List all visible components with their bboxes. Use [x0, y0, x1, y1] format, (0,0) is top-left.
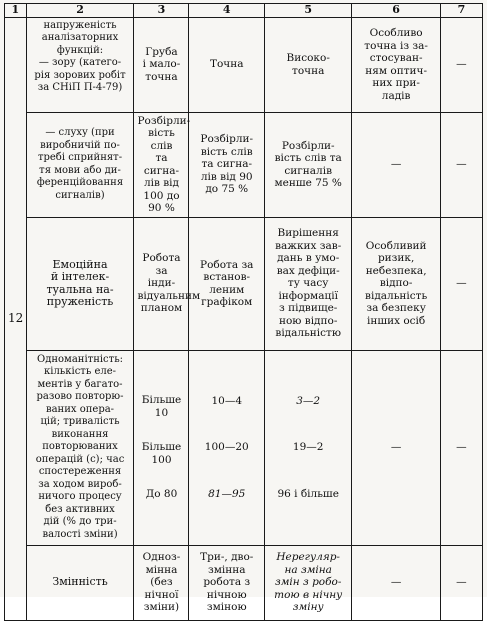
- criterion-hearing: — слуху (при виробничій по- требі сприйнят- тя мови або ди- ференційовання сигналів): [26, 112, 134, 217]
- monotony-category-6: —: [352, 350, 440, 545]
- criterion-emotional: Емоційна й інтелек- туальна на- пруженість: [26, 217, 134, 350]
- column-number-2: 2: [26, 4, 134, 18]
- monotony-c5-observation: 96 і більше: [277, 487, 339, 500]
- column-number-4: 4: [189, 4, 265, 18]
- monotony-c4-duration: 100—20: [204, 441, 249, 454]
- emotional-category-5: Вирішення важких зав- дань в умо- вах дефіци- ту часу інформації з підвище- ною відпо- відальністю: [265, 217, 352, 350]
- group-number-cell: 12: [5, 17, 27, 620]
- emotional-category-6: Особливий ризик, небезпека, відпо- відальність за безпеку інших осіб: [352, 217, 440, 350]
- hearing-category-4: Розбірли- вість слів та сигна- лів від 90 до 75 %: [189, 112, 265, 217]
- column-number-3: 3: [134, 4, 189, 18]
- vision-category-4: Точна: [189, 17, 265, 112]
- shift-category-3: Одноз- мінна (без нічної зміни): [134, 545, 189, 620]
- table-row-hearing: [5, 112, 483, 217]
- column-number-6: 6: [352, 4, 440, 18]
- emotional-category-7: —: [440, 217, 482, 350]
- vision-category-5: Високо- точна: [265, 17, 352, 112]
- table-row-monotony: [5, 350, 483, 545]
- monotony-category-3: [134, 350, 189, 545]
- monotony-c3-duration: Більше 100: [141, 441, 182, 466]
- hearing-category-6: —: [352, 112, 440, 217]
- work-conditions-table: [4, 3, 483, 621]
- shift-category-4: Три-, дво- змінна робота з нічною зміною: [189, 545, 265, 620]
- vision-category-3: Груба і мало- точна: [134, 17, 189, 112]
- monotony-c3-elements: Більше 10: [141, 394, 182, 419]
- column-number-7: 7: [440, 4, 482, 18]
- monotony-c5-duration: 19—2: [292, 441, 324, 454]
- header-row: [5, 4, 483, 18]
- emotional-category-3: Робота за інди- відуальним планом: [134, 217, 189, 350]
- monotony-c3-observation: До 80: [145, 488, 178, 501]
- table-row-emotional: [5, 217, 483, 350]
- shift-category-6: —: [352, 545, 440, 620]
- monotony-category-5: [265, 350, 352, 545]
- monotony-c5-elements: 3—2: [296, 394, 321, 407]
- emotional-category-4: Робота за встанов- леним графіком: [189, 217, 265, 350]
- hearing-category-3: Розбірли- вість слів та сигна- лів від 100 до 90 %: [134, 112, 189, 217]
- column-number-5: 5: [265, 4, 352, 18]
- monotony-c4-elements: 10—4: [211, 394, 243, 407]
- vision-category-7: —: [440, 17, 482, 112]
- criterion-vision: напруженість аналізаторних функцій: — зору (катего- рія зорових робіт за СНіП П-4-79): [26, 17, 134, 112]
- criterion-monotony: Одноманітність: кількість еле- ментів у багато- разово повторю- ваних опера- цій; тривалість виконання повторюваних операцій (с); час спостереження за ходом вироб- ничого процесу без активних дій (% до три- валості зміни): [26, 350, 134, 545]
- shift-category-5: Нерегуляр- на зміна змін з робо- тою в нічну зміну: [265, 545, 352, 620]
- monotony-category-7: —: [440, 350, 482, 545]
- column-number-1: 1: [5, 4, 27, 18]
- hearing-category-5: Розбірли- вість слів та сигналів менше 75 %: [265, 112, 352, 217]
- monotony-category-4: [189, 350, 265, 545]
- hearing-category-7: —: [440, 112, 482, 217]
- vision-category-6: Особливо точна із за- стосуван- ням оптич- них при- ладів: [352, 17, 440, 112]
- criterion-shift: Змінність: [26, 545, 134, 620]
- shift-category-7: —: [440, 545, 482, 620]
- table-row-shift: [5, 545, 483, 620]
- monotony-c4-observation: 81—95: [208, 487, 246, 500]
- table-row-vision: [5, 17, 483, 112]
